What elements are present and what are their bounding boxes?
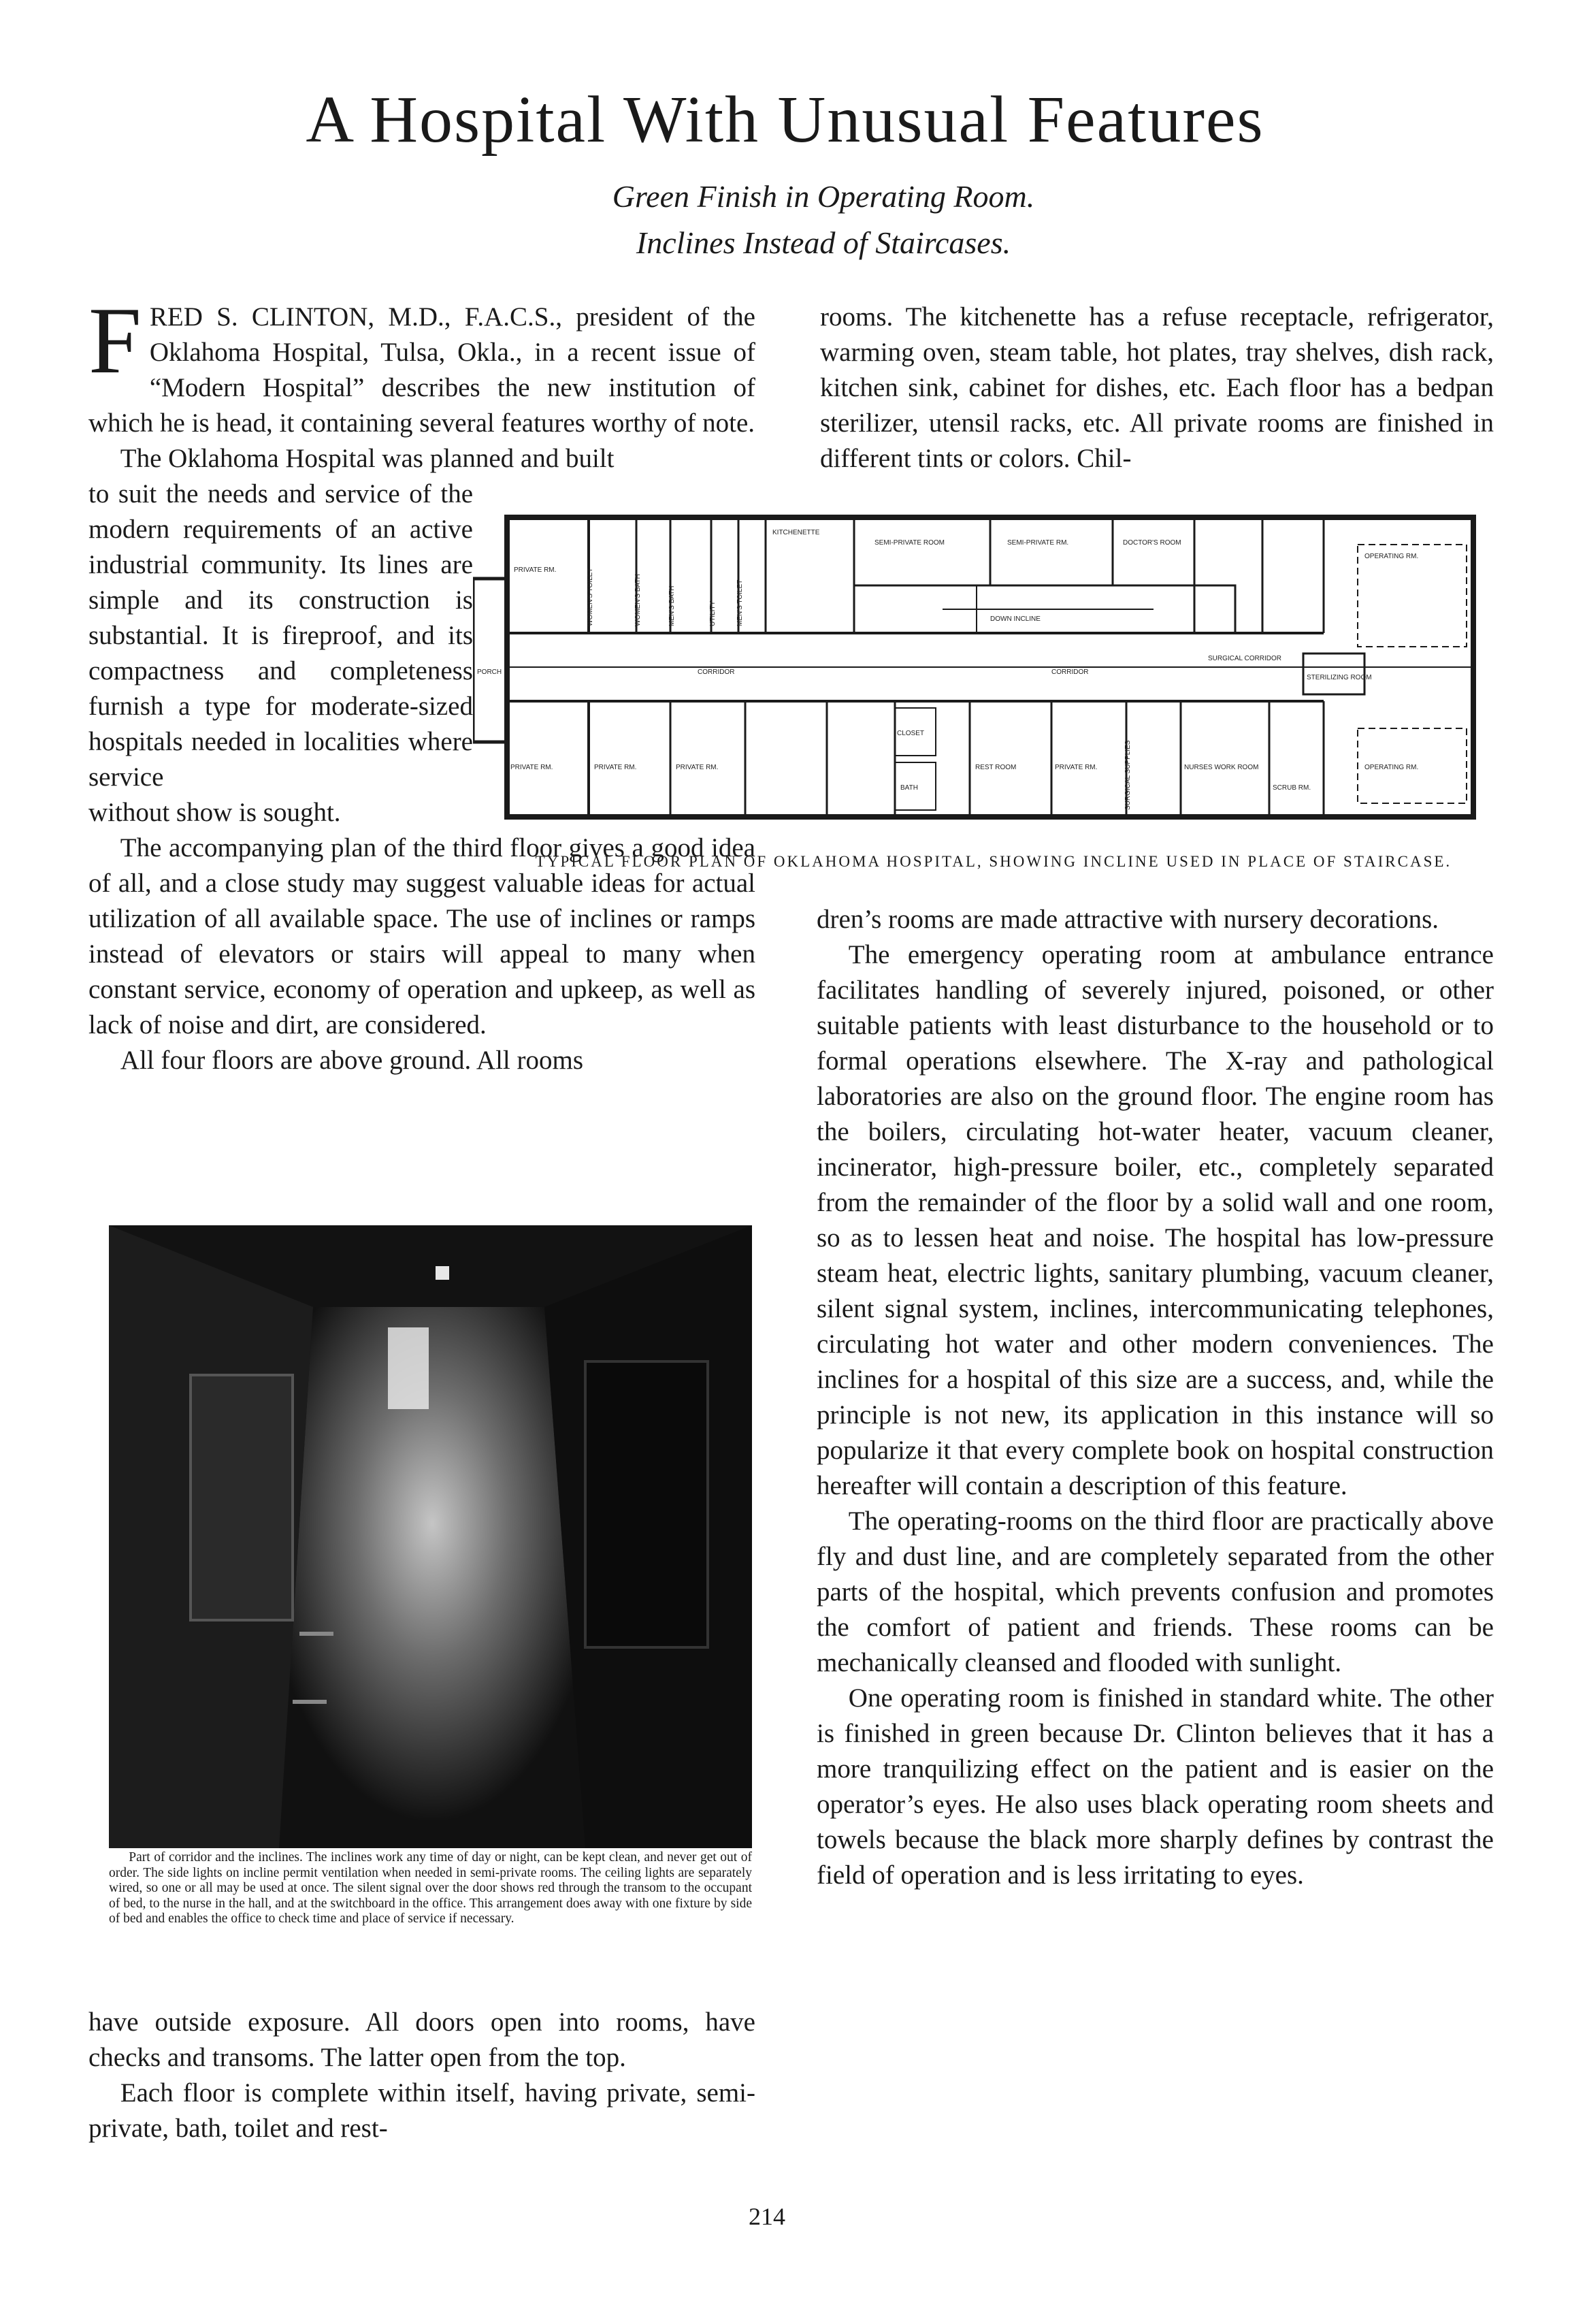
left-column-bottom	[88, 2005, 755, 2146]
plan-label-womens-toilet: WOMEN'S TOILET	[587, 568, 594, 626]
article-title: A Hospital With Unusual Features	[306, 83, 1264, 157]
intro-text: RED S. CLINTON, M.D., F.A.C.S., president of the Oklahoma Hospital, Tulsa, Okla., in a recent issue of “Modern Hospital” describes the new institution of which he is head, it containing several features worthy of note.	[88, 302, 755, 438]
plan-label-private-rm-lower-2: PRIVATE RM.	[594, 764, 637, 771]
corridor-photo	[109, 1225, 752, 1848]
plan-label-bath: BATH	[900, 784, 918, 792]
right-paragraph-1: rooms. The kitchenette has a refuse receptacle, refrigerator, warming oven, steam table, hot plates, tray shelves, dish rack, kitchen sink, cabinet for dishes, etc. Each floor has a bedpan sterilizer, utensil racks, etc. All private rooms are finished in different tints or colors. Chil-	[820, 302, 1494, 473]
plan-label-doctors-room: DOCTOR'S ROOM	[1123, 539, 1181, 547]
right-paragraph-4: One operating room is finished in standard white. The other is finished in green because Dr. Clinton believes that it has a more tranquilizing effect on the patient and is easier on the operator’s eyes. He also uses black operating room sheets and towels because the black more sharply defines by contrast the field of operation and is less irritating to eyes.	[817, 1683, 1494, 1890]
plan-label-kitchenette: KITCHENETTE	[772, 529, 820, 536]
plan-label-corridor-right: CORRIDOR	[1051, 668, 1089, 676]
plan-label-nurses-work-room: NURSES WORK ROOM	[1184, 764, 1259, 771]
plan-label-private-rm-upper: PRIVATE RM.	[514, 566, 557, 574]
plan-label-private-rm-lower-4: PRIVATE RM.	[1055, 764, 1098, 771]
paragraph-4-start: All four floors are above ground. All rooms	[120, 1046, 583, 1075]
plan-label-surgical-corridor: SURGICAL CORRIDOR	[1208, 655, 1281, 662]
plan-label-scrub-rm: SCRUB RM.	[1273, 784, 1311, 792]
plan-label-surgical-supplies: SURGICAL SUPPLIES	[1124, 740, 1132, 810]
subtitle-line-2: Inclines Instead of Staircases.	[636, 225, 1011, 260]
right-column-top	[820, 300, 1494, 477]
photo-caption	[109, 1850, 752, 1927]
plan-label-utility: UTILITY	[709, 600, 717, 626]
plan-label-operating-rm-1: OPERATING RM.	[1364, 553, 1419, 560]
right-column-bottom	[817, 902, 1494, 1893]
plan-label-sterilizing-room: STERILIZING ROOM	[1307, 674, 1372, 681]
plan-label-porch: PORCH	[477, 668, 502, 676]
right-paragraph-2: The emergency operating room at ambulance entrance facilitates handling of severely injured, poisoned, or other suitable patients with least disturbance to the household or to formal operations elsewhere. The X-ray and pathological laboratories are also on the ground floor. The engine room has the boilers, circulating hot-water heater, vacuum cleaner, incinerator, high-pressure boiler, etc., completely separated from the remainder of the floor by a solid wall and one room, so as to lessen heat and noise. The hospital has low-pressure steam heat, electric lights, sanitary plumbing, vacuum cleaner, silent signal system, inclines, intercommunicating telephones, circulating hot water and other modern conveniences. The inclines for a hospital of this size are a success, and, while the principle is not new, its application in this instance will so popularize it that every complete book on hospital construction hereafter will contain a description of this feature.	[817, 940, 1494, 1500]
page-number: 214	[749, 2203, 785, 2230]
plan-label-mens-toilet: MEN'S TOILET	[736, 579, 744, 626]
plan-label-rest-room: REST ROOM	[975, 764, 1017, 771]
plan-label-semi-private-1: SEMI-PRIVATE ROOM	[874, 539, 945, 547]
paragraph-2-narrow: to suit the needs and service of the modern requirements of an active industrial community. Its lines are simple and its construction is substantial. It is fireproof, and its compactness and completeness furnish a type for moderate-sized hospitals needed in localities where service	[88, 479, 473, 792]
plan-label-closet: CLOSET	[897, 730, 925, 737]
intro-paragraph	[88, 288, 755, 441]
plan-caption: TYPICAL FLOOR PLAN OF OKLAHOMA HOSPITAL, SHOWING INCLINE USED IN PLACE OF STAIRCASE.	[535, 853, 1452, 870]
floor-plan	[473, 504, 1494, 851]
right-paragraph-1-end: dren’s rooms are made attractive with nursery decorations.	[817, 905, 1439, 934]
subtitle-line-1: Green Finish in Operating Room.	[612, 179, 1035, 214]
plan-label-corridor-left: CORRIDOR	[698, 668, 735, 676]
right-paragraph-3: The operating-rooms on the third floor are practically above fly and dust line, and are completely separated from the other parts of the hospital, which prevents confusion and promotes the comfort of patient and friends. These rooms can be mechanically cleansed and flooded with sunlight.	[817, 1506, 1494, 1677]
plan-label-womens-bath: WOMEN'S BATH	[634, 574, 642, 626]
corridor-photo-drawing	[109, 1225, 752, 1848]
plan-label-operating-rm-2: OPERATING RM.	[1364, 764, 1419, 771]
photo-caption-text: Part of corridor and the inclines. The inclines work any time of day or night, can be kept clean, and never get out of order. The side lights on incline permit ventilation when needed in semi-private rooms. The ceiling lights are separately wired, so one or all may be used at once. The silent signal over the door shows red through the transom to the occupant of bed, to the nurse in the hall, and at the switchboard in the office. This arrangement does away with one fixture by side of bed and enables the office to check time and place of service if necessary.	[109, 1850, 752, 1926]
plan-label-private-rm-lower-1: PRIVATE RM.	[510, 764, 553, 771]
plan-label-mens-bath: MEN'S BATH	[668, 585, 676, 626]
drop-cap: F	[88, 288, 142, 393]
paragraph-3: The accompanying plan of the third floor gives a good idea of all, and a close study may suggest valuable ideas for actual utilization of all available space. The use of inclines or ramps instead of elevators or stairs will appeal to many when constant service, economy of operation and upkeep, as well as lack of noise and dirt, are considered.	[88, 833, 755, 1039]
plan-label-private-rm-lower-3: PRIVATE RM.	[676, 764, 719, 771]
plan-label-semi-private-2: SEMI-PRIVATE RM.	[1007, 539, 1069, 547]
plan-label-down-incline: DOWN INCLINE	[990, 615, 1041, 623]
paragraph-2-end: without show is sought.	[88, 798, 341, 827]
paragraph-4-end: have outside exposure. All doors open into rooms, have checks and transoms. The latter open from the top.	[88, 2007, 755, 2072]
paragraph-5: Each floor is complete within itself, having private, semi-private, bath, toilet and rest-	[88, 2078, 755, 2143]
paragraph-2-lead: The Oklahoma Hospital was planned and built	[120, 444, 615, 473]
